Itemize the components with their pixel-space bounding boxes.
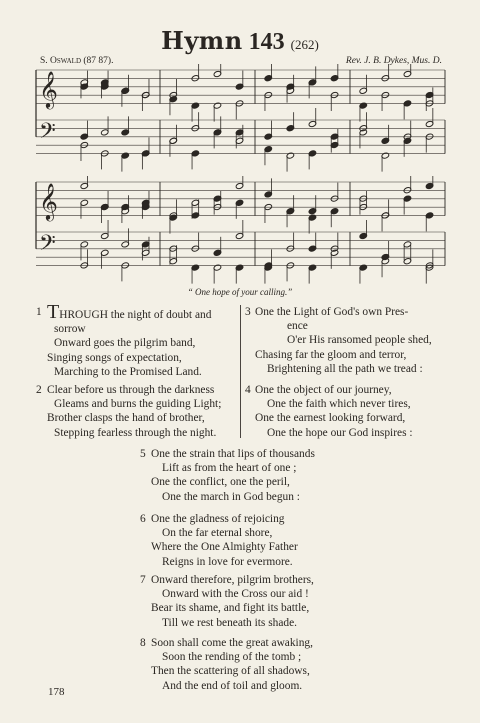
svg-text:𝄞: 𝄞 xyxy=(39,182,58,220)
verse-number: 2 xyxy=(36,384,42,396)
tune-name: S. Oswald (87 87). xyxy=(40,56,114,66)
verse-line: One the hope our God inspires : xyxy=(267,426,413,439)
verse-line: HROUGH the night of doubt and xyxy=(59,309,212,321)
stanza-8 xyxy=(140,636,380,693)
verse-line: Marching to the Promised Land. xyxy=(54,365,202,378)
music-score-system-1 xyxy=(0,64,480,178)
verse-line: One the conflict, one the peril, xyxy=(151,476,290,489)
verse-number: 5 xyxy=(140,448,146,460)
verse-line: Stepping fearless through the night. xyxy=(54,426,217,439)
stanza-2 xyxy=(36,383,242,440)
verse-number: 1 xyxy=(36,306,42,318)
verse-line: One the gladness of rejoicing xyxy=(151,513,285,525)
verse-line: Singing songs of expectation, xyxy=(47,351,182,364)
stanza-1 xyxy=(36,301,242,379)
verse-line: ence xyxy=(287,320,308,333)
svg-text:𝄞: 𝄞 xyxy=(39,70,58,108)
stanza-6 xyxy=(140,512,380,569)
verse-line: One the object of our journey, xyxy=(255,384,392,396)
verse-line: Brother clasps the hand of brother, xyxy=(47,412,205,425)
verse-line: Reigns in love for evermore. xyxy=(162,555,293,568)
verse-number: 7 xyxy=(140,574,146,586)
verse-line: One the faith which never tires, xyxy=(267,398,411,411)
verse-number: 8 xyxy=(140,637,146,649)
music-score-system-2 xyxy=(0,176,480,290)
verse-line: One the march in God begun : xyxy=(162,490,300,503)
stanza-7 xyxy=(140,573,380,630)
verse-line: Where the One Almighty Father xyxy=(151,541,298,554)
verse-line: Onward therefore, pilgrim brothers, xyxy=(151,574,314,586)
stanza-4 xyxy=(245,383,450,440)
verse-number: 3 xyxy=(245,306,251,318)
verse-line: Soon shall come the great awaking, xyxy=(151,637,313,649)
verse-line: And the end of toil and gloom. xyxy=(162,679,303,692)
stanza-3 xyxy=(245,305,450,376)
alt-number: (262) xyxy=(290,37,319,52)
hymn-word: Hymn xyxy=(161,26,243,55)
verse-line: Then the scattering of all shadows, xyxy=(151,665,310,678)
verse-line: Till we rest beneath its shade. xyxy=(162,616,297,629)
verse-line: Soon the rending of the tomb ; xyxy=(162,651,302,664)
verse-line: O'er His ransomed people shed, xyxy=(287,334,432,347)
verse-line: Gleams and burns the guiding Light; xyxy=(54,398,222,411)
page-number: 178 xyxy=(48,686,65,698)
verse-line: Bear its shame, and fight its battle, xyxy=(151,602,310,615)
verse-line: Onward with the Cross our aid ! xyxy=(162,588,309,601)
verse-line: One the Light of God's own Pres- xyxy=(255,306,409,318)
verse-number: 4 xyxy=(245,384,251,396)
verse-line: sorrow xyxy=(54,323,86,336)
verse-line: Clear before us through the darkness xyxy=(47,384,215,396)
svg-text:𝄢: 𝄢 xyxy=(39,119,56,149)
drop-cap: T xyxy=(47,301,60,323)
composer: Rev. J. B. Dykes, Mus. D. xyxy=(345,56,442,66)
hymn-title xyxy=(0,26,480,56)
epigraph: “ One hope of your calling.” xyxy=(187,287,293,297)
hymn-number: 143 xyxy=(248,29,285,55)
svg-text:𝄢: 𝄢 xyxy=(39,231,56,261)
verse-line: Brightening all the path we tread : xyxy=(267,362,423,375)
verse-number: 6 xyxy=(140,513,146,525)
verse-line: One the earnest looking forward, xyxy=(255,412,406,425)
verse-line: Lift as from the heart of one ; xyxy=(162,462,297,475)
verse-line: One the strain that lips of thousands xyxy=(151,448,315,460)
verse-line: Chasing far the gloom and terror, xyxy=(255,348,407,361)
verse-line: On the far eternal shore, xyxy=(162,527,273,540)
verse-line: Onward goes the pilgrim band, xyxy=(54,337,196,350)
stanza-5 xyxy=(140,447,380,504)
